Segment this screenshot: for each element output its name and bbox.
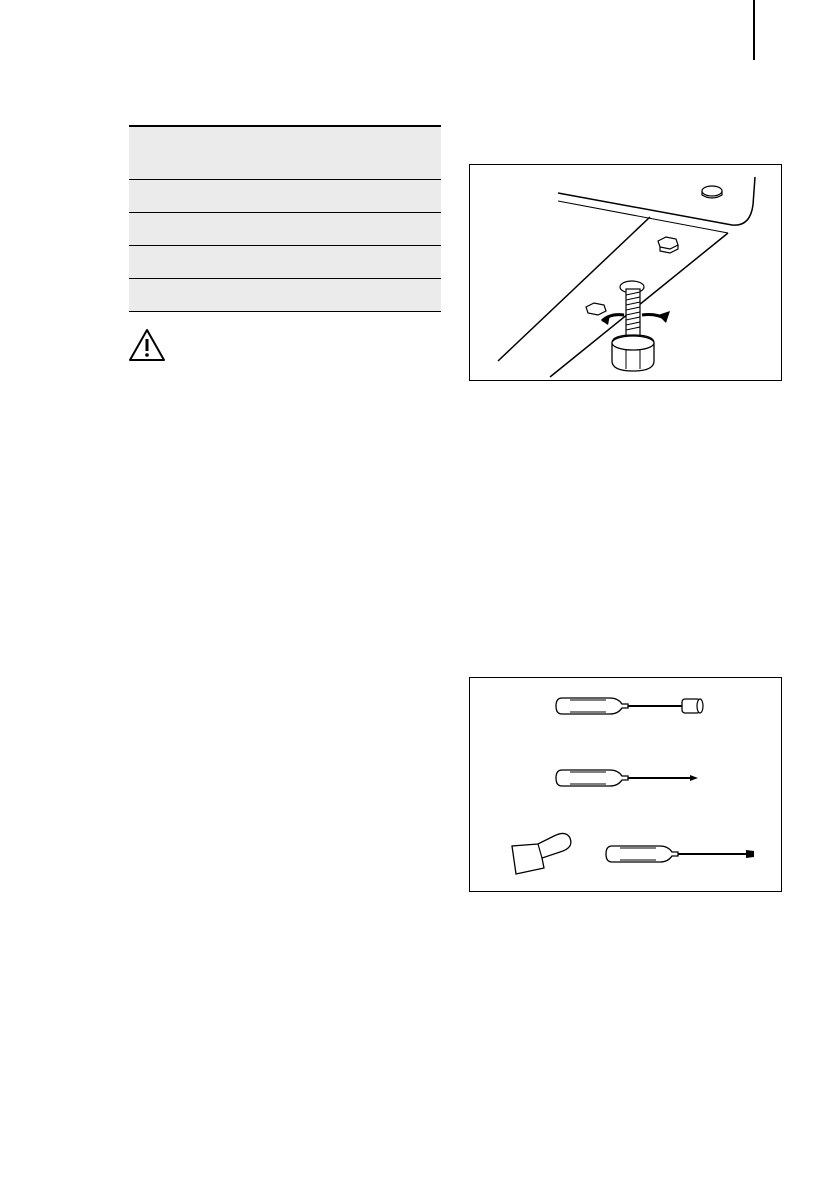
tools-illustration xyxy=(470,678,783,893)
table-row xyxy=(129,279,441,312)
flat-screwdriver-icon xyxy=(606,846,754,862)
warning-triangle-icon xyxy=(128,328,166,362)
table-row xyxy=(129,180,441,213)
adjustable-foot-illustration xyxy=(470,165,783,382)
specification-table xyxy=(129,125,441,312)
table-header-cell xyxy=(129,127,441,143)
page-edge-mark xyxy=(753,0,755,60)
socket-screwdriver-icon xyxy=(556,698,703,714)
table-cell xyxy=(129,180,441,196)
table-row xyxy=(129,246,441,279)
table-cell xyxy=(129,279,441,295)
scraper-icon xyxy=(512,833,571,874)
table-cell xyxy=(129,246,441,262)
adjustable-foot-figure xyxy=(469,164,782,381)
phillips-screwdriver-icon xyxy=(556,770,698,786)
table-cell xyxy=(129,213,441,229)
table-header-row xyxy=(129,127,441,180)
table-row xyxy=(129,213,441,246)
tools-figure xyxy=(469,677,782,892)
